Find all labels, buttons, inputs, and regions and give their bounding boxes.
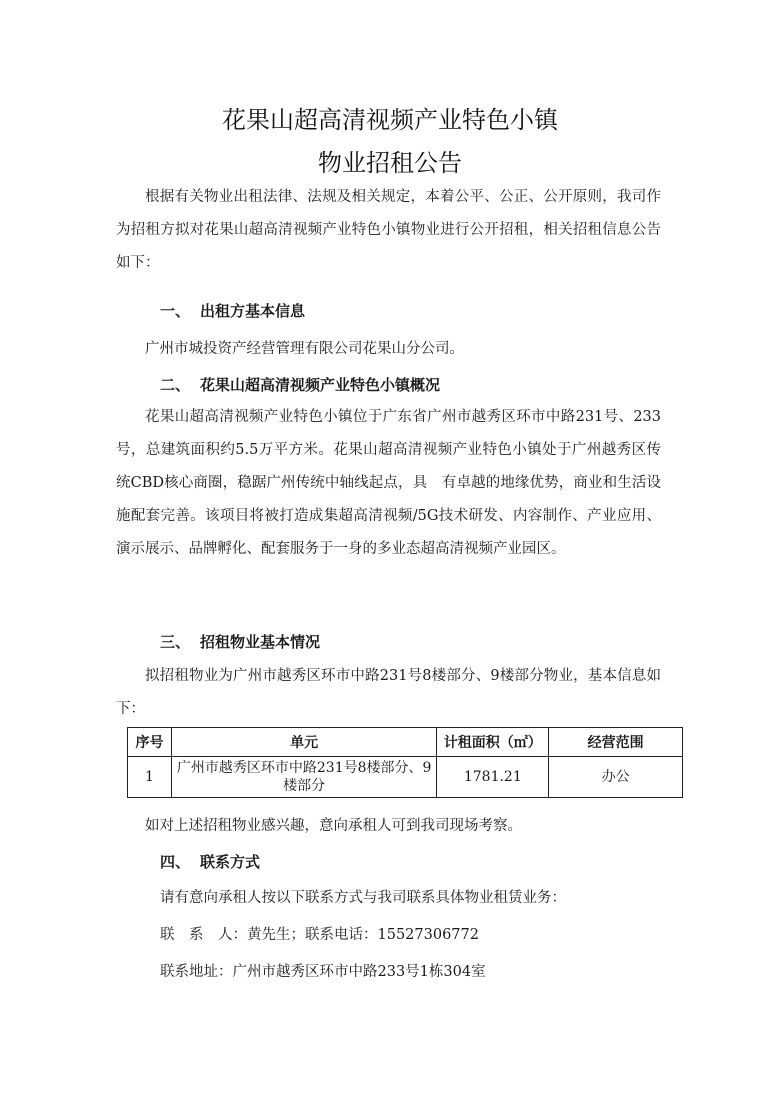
table-header-cell: 经营范围 — [549, 728, 683, 757]
table-header-cell: 计租面积（㎡） — [437, 728, 549, 757]
section3-heading — [160, 631, 320, 652]
table-header-cell: 序号 — [128, 728, 172, 757]
section1-title: 出租方基本信息 — [200, 302, 306, 320]
section1-number: 一、 — [160, 302, 191, 320]
table-cell-index: 1 — [128, 757, 172, 798]
section1-body: 广州市城投资产经营管理有限公司花果山分公司。 — [145, 341, 464, 357]
document-title-line1: 花果山超高清视频产业特色小镇 — [222, 106, 558, 134]
section2-body: 花果山超高清视频产业特色小镇位于广东省广州市越秀区环市中路231号、233号，总建筑面积约5.5万平方米。花果山超高清视频产业特色小镇处于广州越秀区传统CBD核心商圈，稳踞广州传统中轴线起点，具 有卓越的地缘优势，商业和生活设施配套完善。该项目将被打造成集超高清视频/5G技术研发、内容制作、产业应用、演示展示、品牌孵化、配套服务于一身的多业态超高清视频产业园区。 — [116, 409, 661, 557]
intro-paragraph: 根据有关物业出租法律、法规及相关规定，本着公平、公正、公开原则，我司作为招租方拟对花果山超高清视频产业特色小镇物业进行公开招租，相关招租信息公告如下： — [116, 189, 661, 271]
contact-address: 联系地址：广州市越秀区环市中路233号1栋304室 — [160, 964, 486, 980]
table-cell-scope: 办公 — [549, 757, 683, 798]
contact-person: 联 系 人：黄先生；联系电话：15527306772 — [160, 927, 479, 943]
section4-number: 四、 — [160, 853, 191, 871]
table-cell-unit: 广州市越秀区环市中路231号8楼部分、9楼部分 — [171, 757, 436, 798]
table-header-cell: 单元 — [171, 728, 436, 757]
contact-intro: 请有意向承租人按以下联系方式与我司联系具体物业租赁业务： — [160, 890, 566, 906]
property-table — [127, 727, 683, 798]
table-header-row — [128, 728, 683, 757]
document-title-line2: 物业招租公告 — [318, 149, 462, 177]
section4-heading — [160, 851, 260, 872]
table-cell-area: 1781.21 — [437, 757, 549, 798]
section2-title: 花果山超高清视频产业特色小镇概况 — [200, 376, 441, 394]
section3-note: 如对上述招租物业感兴趣，意向承租人可到我司现场考察。 — [145, 818, 522, 834]
table-row — [128, 757, 683, 798]
section1-heading — [160, 300, 305, 321]
section2-number: 二、 — [160, 376, 191, 394]
section4-title: 联系方式 — [200, 853, 261, 871]
section3-number: 三、 — [160, 633, 191, 651]
section3-body: 拟招租物业为广州市越秀区环市中路231号8楼部分、9楼部分物业，基本信息如下： — [116, 668, 661, 717]
section2-heading — [160, 374, 440, 395]
section3-title: 招租物业基本情况 — [200, 633, 321, 651]
